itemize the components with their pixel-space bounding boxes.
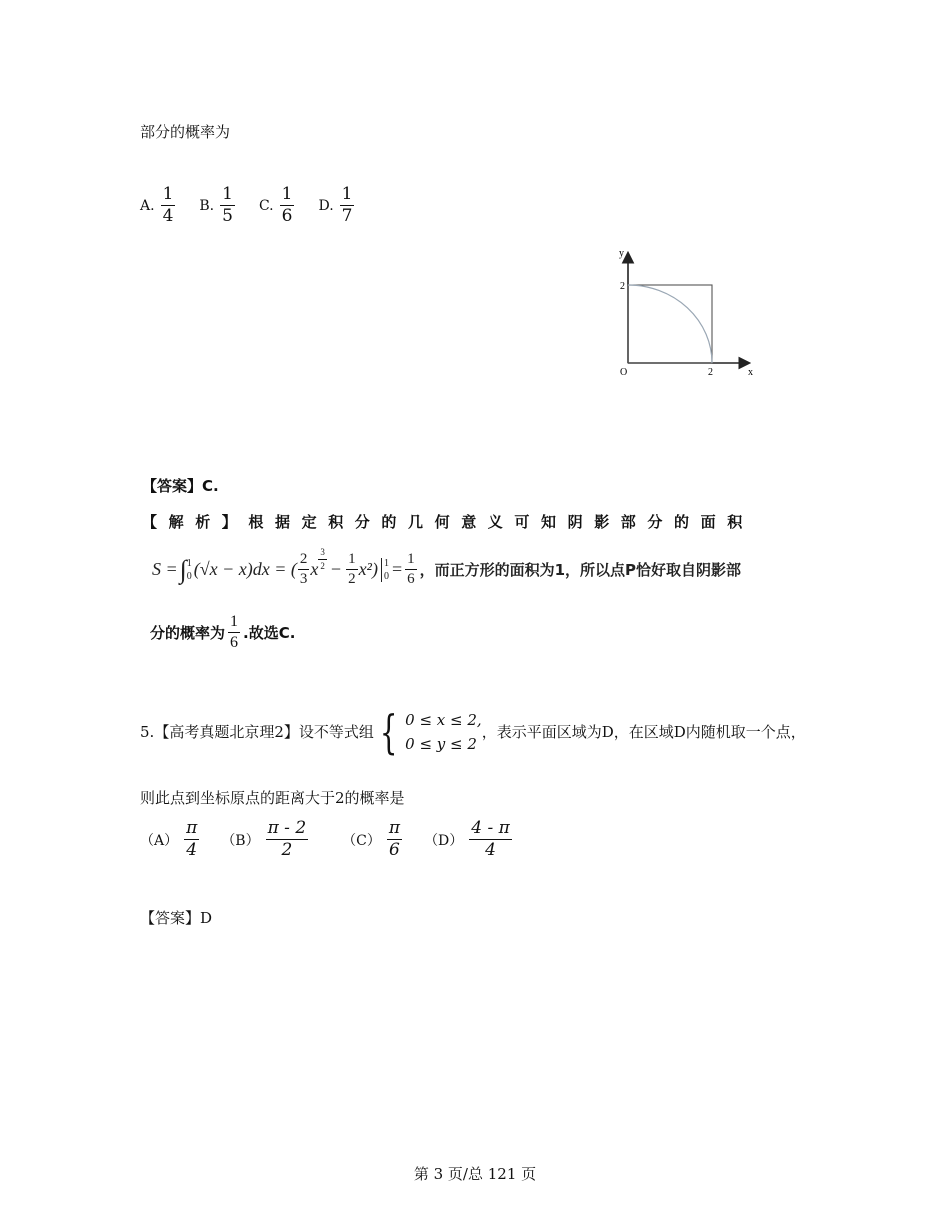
option-label: （C） <box>342 832 381 849</box>
quarter-arc <box>628 285 712 363</box>
q5-source: 【高考真题北京理2】 <box>154 723 299 741</box>
option-num: 1 <box>281 184 293 204</box>
inequality-2: 0 ≤ y ≤ 2 <box>405 735 477 753</box>
q5-option-d <box>424 820 512 859</box>
conclusion-post: .故选C. <box>243 624 296 642</box>
frac-num: 1 <box>348 551 356 567</box>
option-den: 2 <box>281 840 293 860</box>
frac-den: 3 <box>299 571 308 587</box>
q4-options <box>140 186 354 225</box>
integral-lower: 0 <box>186 570 192 582</box>
x-tick-label: 2 <box>708 367 713 378</box>
q4-answer <box>142 476 219 496</box>
option-den: 7 <box>341 206 353 226</box>
option-label: B. <box>199 197 215 214</box>
q5-answer <box>140 908 212 928</box>
q4-option-c <box>259 186 295 225</box>
option-den: 6 <box>281 206 293 226</box>
unit-square <box>628 285 712 363</box>
exp-num: 3 <box>320 547 325 557</box>
frac-num: 2 <box>299 551 308 567</box>
answer-tag: 【答案】 <box>140 909 201 927</box>
q4-figure <box>608 244 760 380</box>
q5-line2: 则此点到坐标原点的距离大于2的概率是 <box>140 789 405 807</box>
option-den: 4 <box>162 206 174 226</box>
y-tick-label: 2 <box>620 281 625 292</box>
integral-upper: 1 <box>186 557 192 569</box>
integral-sign: ∫ <box>179 554 187 584</box>
option-num: 1 <box>162 184 174 204</box>
formula-integrand: (√x − x)dx = ( <box>193 559 297 579</box>
option-num: 4 - π <box>471 818 510 838</box>
frac-den: 2 <box>348 571 356 587</box>
q5-stem <box>140 705 806 759</box>
formula-x2: x²) <box>358 559 378 579</box>
analysis-tag: 【解析】 <box>142 513 249 531</box>
x-axis-label: x <box>748 367 753 378</box>
option-num: π <box>388 818 401 838</box>
origin-label: O <box>620 367 628 378</box>
frac-den: 6 <box>230 634 239 651</box>
q4-option-d <box>318 186 354 225</box>
q5-suffix: ，表示平面区域为D，在区域D内随机取一个点， <box>481 723 806 741</box>
y-axis-label: y <box>619 248 624 259</box>
option-label: （D） <box>424 832 464 849</box>
option-num: 1 <box>341 184 353 204</box>
option-label: （B） <box>221 832 260 849</box>
q5-option-c <box>342 820 402 859</box>
inequality-system: { 0 ≤ x ≤ 2, 0 ≤ y ≤ 2 <box>379 705 482 759</box>
eval-lower: 0 <box>383 570 389 582</box>
option-label: D. <box>318 197 334 214</box>
formula-equals: = <box>391 559 403 579</box>
frac-num: 1 <box>230 613 239 630</box>
formula-minus: − <box>330 559 342 579</box>
q5-number: 5. <box>140 723 155 741</box>
conclusion-pre: 分的概率为 <box>150 624 226 642</box>
q4-continuation: 部分的概率为 <box>140 123 231 141</box>
option-den: 4 <box>186 840 198 860</box>
inequality-1: 0 ≤ x ≤ 2, <box>405 711 482 729</box>
option-num: π <box>186 818 198 838</box>
option-num: 1 <box>222 184 233 204</box>
page-footer: 第 3 页/总 121 页 <box>413 1165 537 1183</box>
q5-options <box>140 820 512 859</box>
answer-value: C. <box>202 477 219 495</box>
exp-den: 2 <box>320 561 325 571</box>
analysis-text: 根据定积分的几何意义可知阴影部分的面积 <box>248 513 754 531</box>
q5-option-b <box>221 820 308 859</box>
option-num: π - 2 <box>267 818 307 838</box>
q5-option-a <box>140 820 199 859</box>
eval-upper: 1 <box>383 557 389 569</box>
q4-option-b <box>199 186 235 225</box>
option-label: （A） <box>140 832 179 849</box>
answer-value: D <box>200 909 213 927</box>
frac-den: 6 <box>407 571 415 587</box>
frac-num: 1 <box>407 551 415 567</box>
formula-after: ，而正方形的面积为1，所以点P恰好取自阴影部 <box>419 561 742 579</box>
option-den: 5 <box>222 206 233 226</box>
q4-formula <box>152 547 742 587</box>
option-label: A. <box>140 197 155 214</box>
formula-s: S = <box>152 559 178 579</box>
option-den: 4 <box>485 840 496 860</box>
q4-analysis-lead <box>142 512 754 532</box>
formula-x1: x <box>310 559 319 579</box>
q5-prefix: 设不等式组 <box>298 723 374 741</box>
option-den: 6 <box>389 840 400 860</box>
q4-conclusion <box>150 614 295 651</box>
q4-option-a <box>140 186 175 225</box>
answer-tag: 【答案】 <box>142 477 203 495</box>
option-label: C. <box>258 197 274 214</box>
